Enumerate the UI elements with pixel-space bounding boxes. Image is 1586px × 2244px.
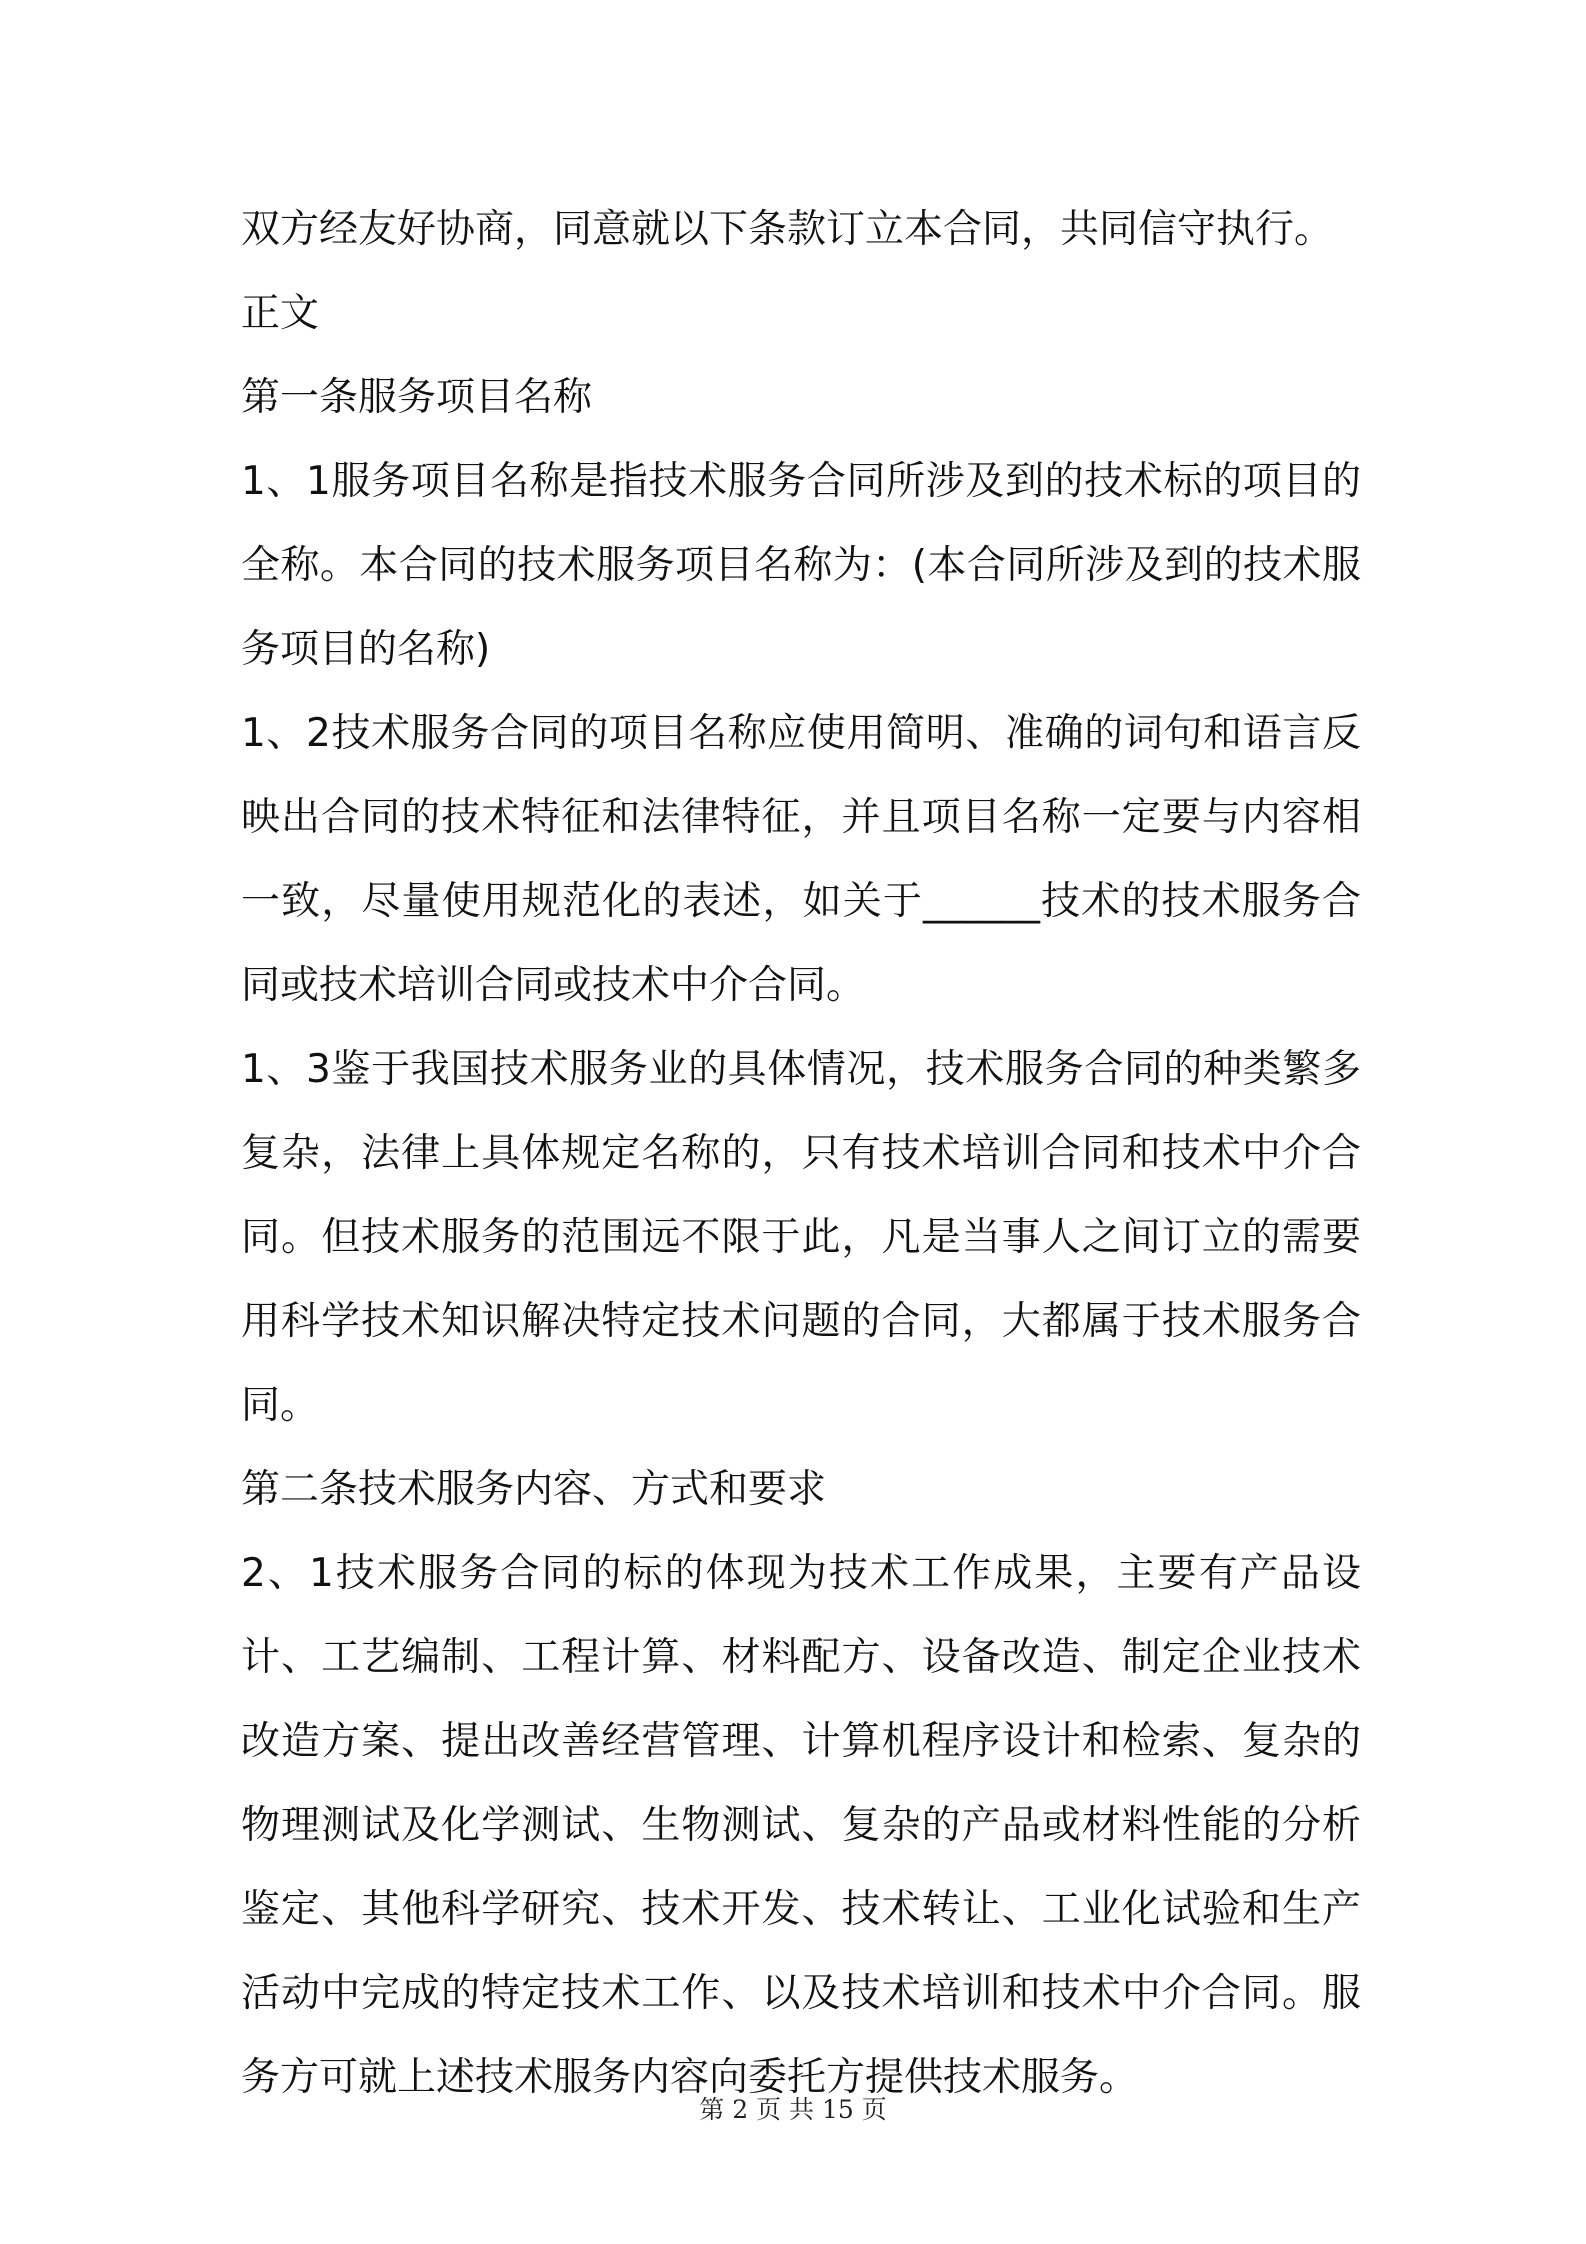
document-body: [241, 188, 1361, 2120]
heading-article-2: 第二条技术服务内容、方式和要求: [241, 1467, 827, 1512]
paragraph-1-1: 1、1服务项目名称是指技术服务合同所涉及到的技术标的项目的全称。本合同的技术服务项目名称为：(本合同所涉及到的技术服务项目的名称): [241, 459, 1361, 672]
heading-article-1: 第一条服务项目名称: [241, 375, 593, 420]
paragraph-1-3: 1、3鉴于我国技术服务业的具体情况，技术服务合同的种类繁多复杂，法律上具体规定名称的，只有技术培训合同和技术中介合同。但技术服务的范围远不限于此，凡是当事人之间订立的需要用科学技术知识解决特定技术问题的合同，大都属于技术服务合同。: [241, 1047, 1361, 1428]
paragraph-1-2: 1、2技术服务合同的项目名称应使用简明、准确的词句和语言反映出合同的技术特征和法律特征，并且项目名称一定要与内容相一致，尽量使用规范化的表述，如关于______技术的技术服务合同或技术培训合同或技术中介合同。: [241, 711, 1361, 1008]
page-number-footer: 第 2 页 共 15 页: [699, 2095, 887, 2124]
paragraph-agreement-intro: 双方经友好协商，同意就以下条款订立本合同，共同信守执行。: [241, 207, 1334, 252]
heading-main-text: 正文: [241, 291, 320, 336]
paragraph-2-1: 2、1技术服务合同的标的体现为技术工作成果，主要有产品设计、工艺编制、工程计算、材料配方、设备改造、制定企业技术改造方案、提出改善经营管理、计算机程序设计和检索、复杂的物理测试及化学测试、生物测试、复杂的产品或材料性能的分析鉴定、其他科学研究、技术开发、技术转让、工业化试验和生产活动中完成的特定技术工作、以及技术培训和技术中介合同。服务方可就上述技术服务内容向委托方提供技术服务。: [241, 1551, 1361, 2100]
